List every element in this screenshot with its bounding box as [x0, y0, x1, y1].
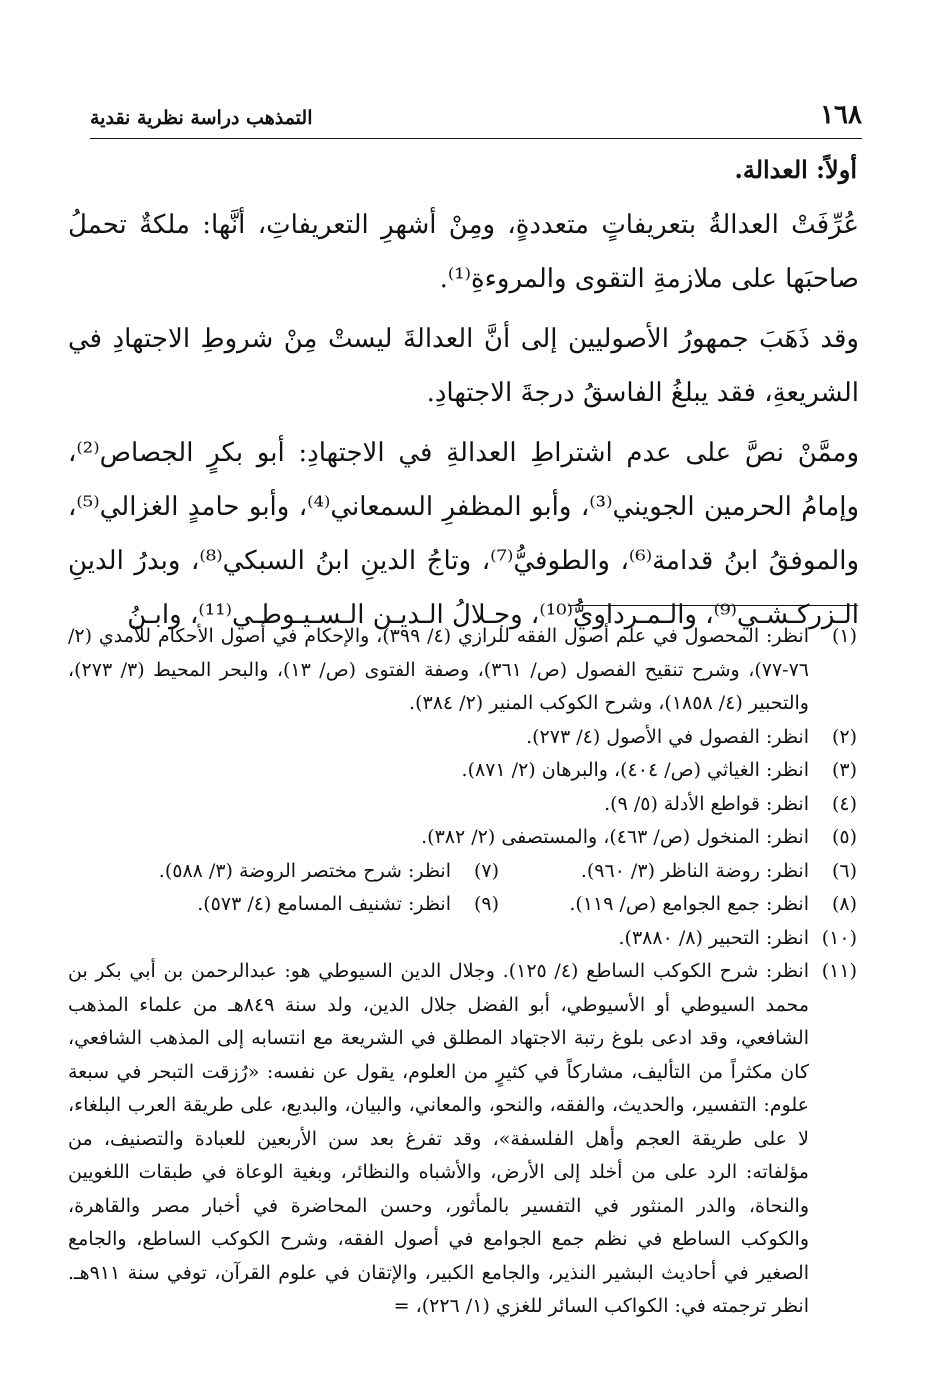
- footnote-row: [68, 855, 857, 889]
- footnote: [68, 955, 857, 1324]
- footnote: [68, 922, 857, 956]
- footnote-text: انظر: جمع الجوامع (ص/ ١١٩).: [569, 893, 809, 915]
- footnote-text: انظر: التحبير (٨/ ٣٨٨٠).: [618, 926, 809, 949]
- footnote: [499, 855, 857, 889]
- footnote-text: انظر: قواطع الأدلة (٥/ ٩).: [604, 792, 809, 815]
- running-header: [90, 98, 862, 139]
- footnote-text: انظر: تشنيف المسامع (٤/ ٥٧٣).: [197, 893, 451, 915]
- footnote: [68, 821, 857, 855]
- footnotes: [68, 620, 857, 1324]
- section-heading: أولاً: العدالة.: [734, 155, 857, 184]
- paragraph: عُرِّفَتْ العدالةُ بتعريفاتٍ متعددةٍ، ومِنْ أشهرِ التعريفاتِ، أنَّها: ملكةٌ تحملُ صاحبَها على ملازمةِ التقوى والمروءةِ⁽¹⁾.: [68, 210, 859, 294]
- footnote-text: انظر: الفصول في الأصول (٤/ ٢٧٣).: [526, 725, 809, 748]
- footnote-text: انظر: شرح مختصر الروضة (٣/ ٥٨٨).: [158, 859, 451, 882]
- page-number: ١٦٨: [820, 100, 862, 130]
- footnote: [68, 754, 857, 788]
- body-text: [68, 198, 859, 648]
- footnote-number: (٩): [473, 893, 499, 915]
- footnote: [68, 721, 857, 755]
- footnote: [68, 620, 857, 721]
- footnote-number: (٦): [831, 859, 857, 882]
- footnote-text: انظر: شرح الكوكب الساطع (٤/ ١٢٥). وجلال الدين السيوطي هو: عبدالرحمن بن أبي بكر بن محمد السيوطي أو الأسيوطي، أبو الفضل جلال الدين، ولد سنة ٨٤٩هـ من علماء المذهب الشافعي، وقد ادعى بلوغ رتبة الاجتهاد المطلق في الشريعة مع انتسابه إلى المذهب الشافعي، كان مكثراً من التأليف، مشاركاً في كثيرٍ من العلوم، يقول عن نفسه: «رُزقت التبحر في سبعة علوم: التفسير، والحديث، والفقه، والنحو، والمعاني، والبيان، والبديع، على طريقة العرب البلغاء، لا على طريقة العجم وأهل الفلسفة»، وقد تفرغ بعد سن الأربعين للعبادة والتصنيف، من مؤلفاته: الرد على من أخلد إلى الأرض، والأشباه والنظائر، وبغية الوعاة في طبقات اللغويين والنحاة، والدر المنثور في التفسير بالمأثور، وحسن المحاضرة في أخبار مصر والقاهرة، والكوكب الساطع في نظم جمع الجوامع في أصول الفقه، وشرح الكوكب الساطع، والجامع الصغير في أحاديث البشير النذير، والجامع الكبير، والإتقان في علوم القرآن، توفي سنة ٩١١هـ. انظر ترجمته في: الكواكب السائر للغزي (١/ ٢٢٦)، =: [68, 960, 809, 1317]
- footnote-number: (٧): [473, 859, 499, 882]
- footnote-separator: [568, 605, 858, 606]
- footnote-text: انظر: المنخول (ص/ ٤٦٣)، والمستصفى (٢/ ٣٨٢).: [421, 826, 809, 848]
- footnote-text: انظر: الغياثي (ص/ ٤٠٤)، والبرهان (٢/ ٨٧١).: [461, 759, 809, 781]
- footnote-number: (٥): [831, 826, 857, 848]
- footnote-number: (٨): [831, 893, 857, 915]
- footnote-row: [68, 888, 857, 922]
- footnote-number: (١١): [821, 960, 857, 982]
- footnote-number: (١): [831, 625, 857, 647]
- paragraph: وممَّنْ نصَّ على عدم اشتراطِ العدالةِ في الاجتهادِ: أبو بكرٍ الجصاص⁽²⁾، وإمامُ الحرمين الجويني⁽³⁾، وأبو المظفرِ السمعاني⁽⁴⁾، وأبو حامدٍ الغزالي⁽⁵⁾، والموفقُ ابنُ قدامة⁽⁶⁾، والطوفيُّ⁽⁷⁾، وتاجُ الدينِ ابنُ السبكي⁽⁸⁾، وبدرُ الدينِ الـزركـشـي⁽⁹⁾، والـمـرداويُّ⁽¹⁰⁾، وجـلالُ الـديـن الـسـيـوطـي⁽¹¹⁾، وابـنُ: [68, 438, 860, 630]
- footnote-text: انظر: روضة الناظر (٣/ ٩٦٠).: [580, 859, 809, 882]
- running-title: التمذهب دراسة نظرية نقدية: [90, 107, 313, 129]
- footnote-text: انظر: المحصول في علم أصول الفقه للرازي (٤/ ٣٩٩)، والإحكام في أصول الأحكام للآمدي (٢/ ٧٦-٧٧)، وشرح تنقيح الفصول (ص/ ٣٦١)، وصفة الفتوى (ص/ ١٣)، والبحر المحيط (٣/ ٢٧٣)، والتحبير (٤/ ١٨٥٨)، وشرح الكوكب المنير (٢/ ٣٨٤).: [68, 625, 810, 714]
- footnote-number: (٣): [831, 759, 857, 781]
- footnote: [159, 855, 499, 889]
- footnote: [68, 788, 857, 822]
- paragraph: وقد ذَهَبَ جمهورُ الأصوليين إلى أنَّ العدالةَ ليستْ مِنْ شروطِ الاجتهادِ في الشريعةِ، فقد يبلغُ الفاسقُ درجةَ الاجتهادِ.: [68, 324, 859, 408]
- footnote: [499, 888, 857, 922]
- footnote-number: (١٠): [821, 926, 857, 949]
- footnote-number: (٢): [831, 725, 857, 748]
- footnote: [197, 888, 499, 922]
- footnote-number: (٤): [831, 792, 857, 815]
